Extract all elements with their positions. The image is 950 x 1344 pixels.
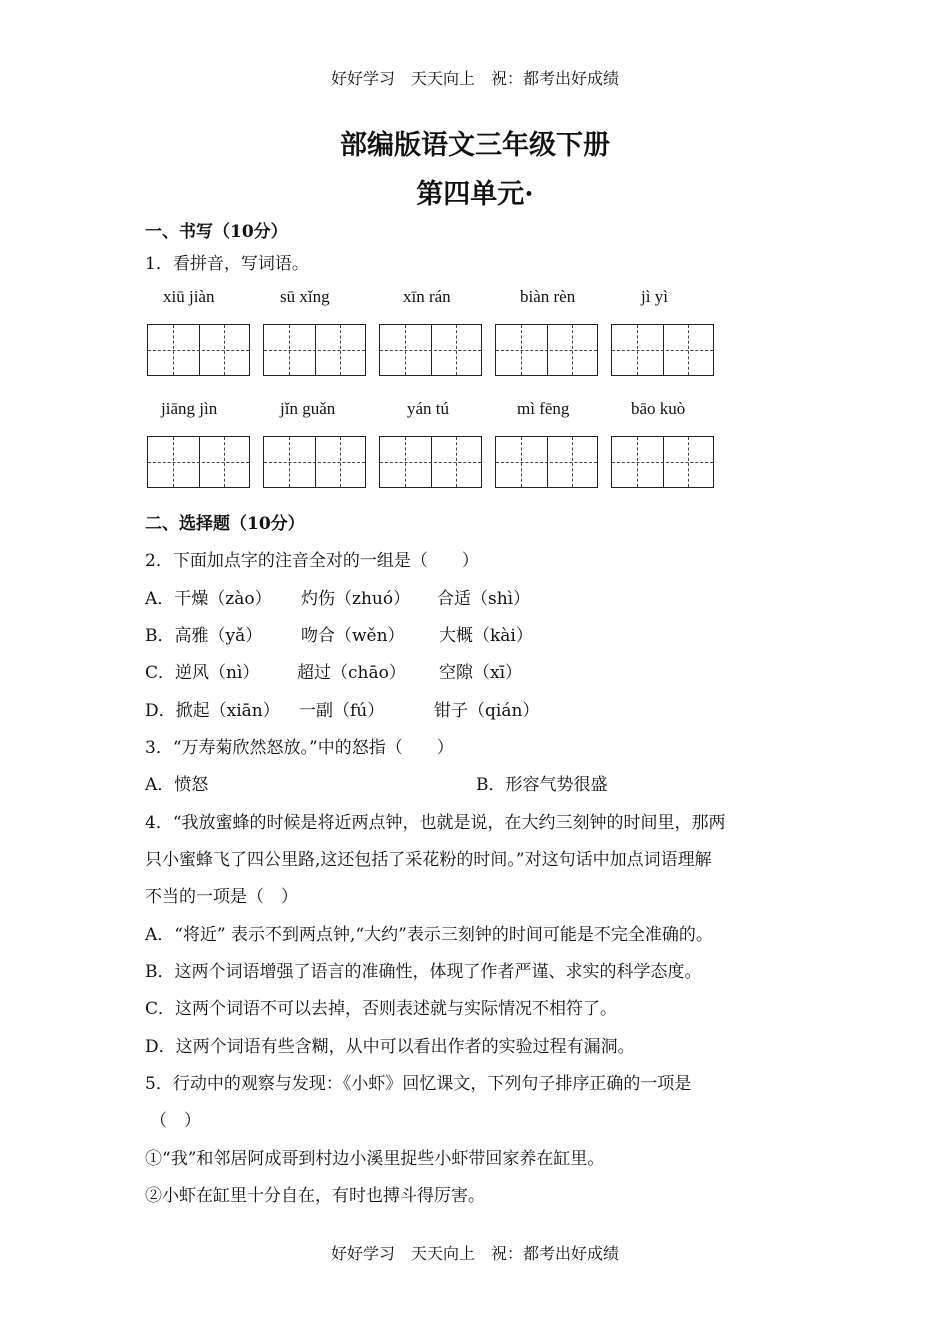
q2-option-d-word3: 钳子（qián） [434, 701, 540, 721]
q4-option-d[interactable]: D．这两个词语有些含糊，从中可以看出作者的实验过程有漏洞。 [145, 1037, 635, 1057]
writing-grid[interactable] [263, 436, 366, 488]
page-header: 好好学习 天天向上 祝：都考出好成绩 [330, 69, 619, 88]
writing-grid[interactable] [611, 436, 714, 488]
writing-grid[interactable] [611, 324, 714, 376]
q5-item-2: ②小虾在缸里十分自在，有时也搏斗得厉害。 [145, 1186, 485, 1206]
q2-option-a-word2: 灼伤（zhuó） [301, 589, 411, 609]
question-2: 2．下面加点字的注音全对的一组是（ ） [145, 551, 479, 571]
question-4-line1: 4．“我放蜜蜂的时候是将近两点钟，也就是说，在大约三刻钟的时间里，那两 [145, 813, 726, 833]
pinyin-label: jǐn guǎn [280, 399, 336, 418]
q2-option-b-word2: 吻合（wěn） [301, 626, 405, 646]
q3-option-a[interactable]: A．愤怒 [145, 775, 209, 795]
q2-option-a-word3: 合适（shì） [437, 589, 531, 609]
pinyin-label: jiāng jìn [161, 399, 218, 418]
q4-option-c[interactable]: C．这两个词语不可以去掉，否则表述就与实际情况不相符了。 [145, 999, 618, 1019]
q2-option-a[interactable]: A．干燥（zào） [145, 589, 272, 609]
pinyin-label: xiū jiàn [163, 287, 215, 306]
q2-option-c-word2: 超过（chāo） [297, 663, 406, 683]
pinyin-label: xīn rán [403, 287, 451, 306]
pinyin-label: biàn rèn [520, 287, 576, 306]
q2-option-d-word2: 一副（fú） [299, 701, 385, 721]
writing-grid[interactable] [495, 436, 598, 488]
q5-item-1: ①“我”和邻居阿成哥到村边小溪里捉些小虾带回家养在缸里。 [145, 1149, 605, 1169]
question-1: 1．看拼音，写词语。 [145, 254, 309, 274]
section2-heading: 二、选择题（10分） [145, 514, 305, 534]
pinyin-label: yán tú [407, 399, 450, 418]
page-footer: 好好学习 天天向上 祝：都考出好成绩 [330, 1244, 619, 1263]
question-4-line2: 只小蜜蜂飞了四公里路,这还包括了采花粉的时间。”对这句话中加点词语理解 [145, 850, 712, 870]
q2-option-b-word3: 大概（kài） [439, 626, 533, 646]
section1-heading: 一、书写（10分） [145, 222, 288, 242]
writing-grid[interactable] [379, 324, 482, 376]
writing-grid[interactable] [379, 436, 482, 488]
writing-grid[interactable] [263, 324, 366, 376]
question-3: 3．“万寿菊欣然怒放。”中的怒指（ ） [145, 738, 454, 758]
pinyin-label: bāo kuò [631, 399, 686, 418]
question-4-line3: 不当的一项是（ ） [145, 887, 298, 907]
writing-grid[interactable] [147, 436, 250, 488]
pinyin-label: mì fēng [517, 399, 570, 418]
q2-option-c[interactable]: C．逆风（nì） [145, 663, 260, 683]
pinyin-label: sū xǐng [280, 287, 330, 306]
page-title: 部编版语文三年级下册 [340, 130, 610, 161]
unit-title: 第四单元· [416, 179, 534, 210]
q2-option-b[interactable]: B．高雅（yǎ） [145, 626, 263, 646]
question-5-line2: （ ） [150, 1111, 201, 1131]
writing-grid[interactable] [495, 324, 598, 376]
q4-option-b[interactable]: B．这两个词语增强了语言的准确性，体现了作者严谨、求实的科学态度。 [145, 962, 702, 982]
writing-grid[interactable] [147, 324, 250, 376]
q2-option-d[interactable]: D．掀起（xiān） [145, 701, 280, 721]
q3-option-b[interactable]: B．形容气势很盛 [476, 775, 608, 795]
question-5-line1: 5．行动中的观察与发现：《小虾》回忆课文，下列句子排序正确的一项是 [145, 1074, 692, 1094]
pinyin-label: jì yì [641, 287, 668, 306]
q4-option-a[interactable]: A．“将近” 表示不到两点钟,“大约”表示三刻钟的时间可能是不完全准确的。 [145, 925, 713, 945]
q2-option-c-word3: 空隙（xī） [439, 663, 523, 683]
